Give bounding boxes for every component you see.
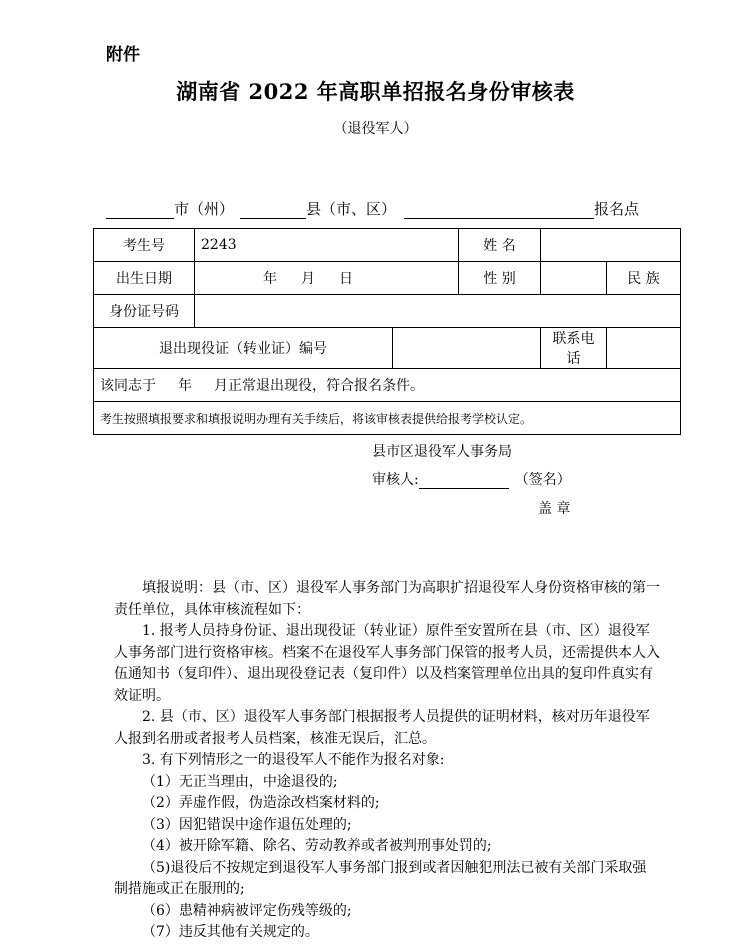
bureau-name: 县市区退役军人事务局 [372,444,512,460]
instructions [114,578,660,944]
page-subtitle: （退役军人） [333,121,418,137]
city-blank[interactable] [106,204,174,219]
reviewer-label: 审核人: [372,472,419,488]
reviewer-blank[interactable] [419,474,509,489]
instructions-item: （5)退役后不按规定到退役军人事务部门报到或者因触犯刑法已被有关部门采取强制措施或正在服刑的; [114,859,647,897]
city-label: 市（州） [174,200,235,218]
id-field[interactable] [195,295,681,328]
attachment-label: 附件 [106,45,140,65]
instructions-intro: 填报说明：县（市、区）退役军人事务部门为高职扩招退役军人身份资格审核的第一责任单位，具体审核流程如下： [114,580,660,618]
county-label: 县（市、区） [306,200,397,218]
instructions-p2: 2. 县（市、区）退役军人事务部门根据报考人员提供的证明材料，核对历年退役军人报到名册或者报考人员档案，核准无误后，汇总。 [114,709,650,747]
birth-month: 月 [301,271,315,287]
county-blank[interactable] [240,204,306,219]
declaration-a: 该同志于 [100,378,156,394]
declaration-c: 月正常退出现役，符合报名条件。 [214,378,424,394]
declaration [100,375,674,395]
instructions-item: （3）因犯错误中途作退伍处理的; [142,816,352,833]
instructions-p1: 1. 报考人员持身份证、退出现役证（转业证）原件至安置所在县（市、区）退役军人事务部门进行资格审核。档案不在退役军人事务部门保管的报考人员，还需提供本人入伍通知书（复印件）、退出现役登记表（复印件）以及档案管理单位出具的复印件真实有效证明。 [114,623,660,704]
page-title: 湖南省 2022 年高职单招报名身份审核表 [176,79,575,104]
instructions-item: （7）违反其他有关规定的。 [142,924,319,940]
verification-form [93,228,681,517]
instructions-item: （1）无正当理由，中途退役的; [142,773,338,790]
seal-label: 盖 章 [538,501,571,517]
instructions-item: （4）被开除军籍、除名、劳动教养或者被判刑事处罚的; [142,838,492,854]
registration-line [106,198,639,219]
form-note: 考生按照填报要求和填报说明办理有关手续后，将该审核表提供给报考学校认定。 [94,402,681,435]
birth-field[interactable] [195,262,459,295]
instructions-p3: 3. 有下列情形之一的退役军人不能作为报名对象: [142,752,445,768]
discharge-field[interactable] [393,328,541,369]
site-label: 报名点 [594,200,640,218]
ethnicity-label: 民 族 [607,262,681,295]
name-field[interactable] [541,229,681,262]
instructions-item: （6）患精神病被评定伤残等级的; [142,902,352,919]
discharge-label: 退出现役证（转业证）编号 [94,328,393,369]
sign-label: （签名） [514,472,571,488]
birth-label: 出生日期 [94,262,195,295]
gender-label: 性 别 [459,262,541,295]
exam-no-value[interactable]: 2243 [195,229,459,262]
gender-field[interactable] [541,262,607,295]
name-label: 姓 名 [459,229,541,262]
birth-day: 日 [339,271,353,287]
site-blank[interactable] [404,204,594,219]
phone-label: 联系电话 [541,328,607,369]
reviewer-line [372,469,571,489]
birth-year: 年 [263,271,277,287]
exam-no-label: 考生号 [94,229,195,262]
id-label: 身份证号码 [94,295,195,328]
declaration-b: 年 [178,378,192,394]
instructions-item: （2）弄虚作假，伪造涂改档案材料的; [142,795,380,811]
phone-field[interactable] [607,328,681,369]
